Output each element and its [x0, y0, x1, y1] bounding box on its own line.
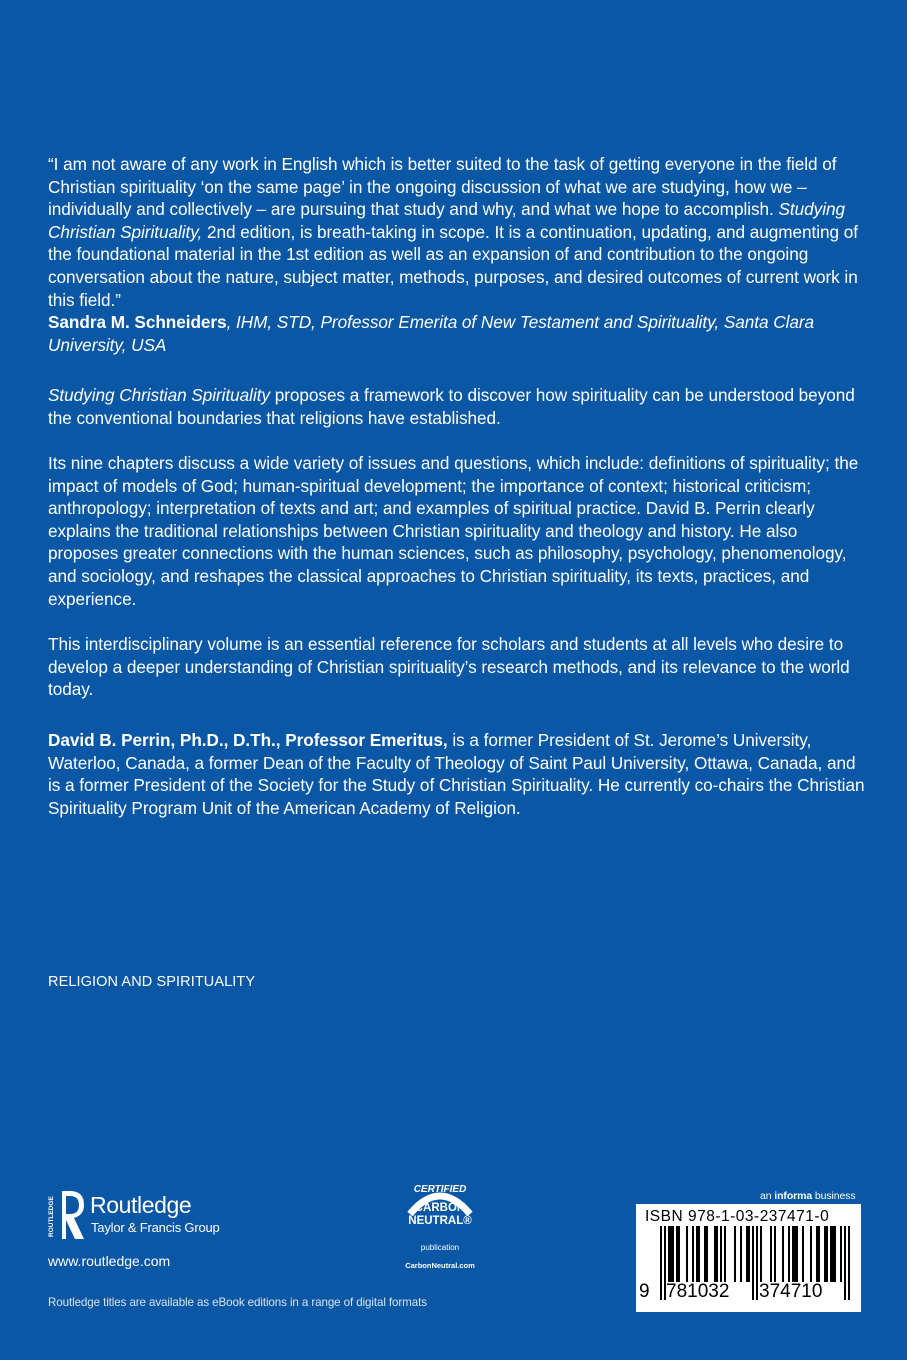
svg-text:CERTIFIED: CERTIFIED [413, 1184, 467, 1195]
barcode-bar [774, 1226, 776, 1282]
description-text: proposes a framework to discover how spirituality can be understood beyond the conventional boundaries that religions have established. [48, 385, 855, 428]
barcode-bar [830, 1226, 832, 1282]
subject-category: RELIGION AND SPIRITUALITY [48, 974, 256, 990]
barcode-bar [848, 1226, 850, 1300]
quote-text: “I am not aware of any work in English which is better suited to the task of getting everyone in the field of Christian spirituality ‘on the same page’ in the ongoing discussion of what we are studying, how we – individually and collectively – are pursuing that study and why, and what we hope to accomplish. [48, 154, 837, 220]
quote-author: Sandra M. Schneiders [48, 312, 227, 333]
svg-text:NEUTRAL®: NEUTRAL® [408, 1215, 472, 1227]
quote-text-continued: 2nd edition, is breath-taking in scope. It is a continuation, updating, and augmenting of the foundational material in the 1st edition as well as an expansion of and contribution to the ongoing conversation about the nature, subject matter, methods, purposes, and desired outcomes of current work in this field.” [48, 221, 858, 310]
barcode-bar [788, 1226, 790, 1282]
barcode-bar [824, 1226, 826, 1282]
barcode-bar [676, 1226, 678, 1282]
publisher-group: Taylor & Francis Group [91, 1220, 220, 1235]
barcode-bar [740, 1226, 742, 1282]
barcode-bar [704, 1226, 706, 1282]
barcode-bar [826, 1226, 828, 1282]
barcode-bar [794, 1226, 796, 1282]
description-text: This interdisciplinary volume is an essential reference for scholars and students at all levels who desire to develop a deeper understanding of Christian spirituality’s research methods, and its relevance to the world today. [48, 634, 850, 700]
barcode-bar [840, 1226, 842, 1282]
description-paragraph-3 [48, 633, 868, 701]
book-title: Studying Christian Spirituality [48, 385, 270, 405]
barcode-bar [678, 1226, 680, 1282]
isbn-barcode [636, 1204, 861, 1312]
barcode-digit-group-2: 374710 [759, 1281, 823, 1302]
description-text: Its nine chapters discuss a wide variety of issues and questions, which include: definitions of spirituality; the impact of models of God; human-spiritual development; the importance of context; historical criticism; anthropology; interpretation of texts and art; and examples of spiritual practice. David B. Perrin clearly explains the traditional relationships between Christian spirituality and theology and history. He also proposes greater connections with the human sciences, such as philosophy, psychology, phenomenology, and sociology, and reshapes the classical approaches to Christian spirituality, its texts, practices, and experience. [48, 453, 859, 609]
publisher-name: Routledge [90, 1192, 192, 1218]
barcode-digit-group-1: 781032 [666, 1281, 730, 1302]
carbon-neutral-badge [390, 1180, 490, 1272]
barcode-digit-first: 9 [639, 1281, 650, 1302]
svg-text:publication: publication [420, 1243, 460, 1252]
author-name: David B. Perrin, Ph.D., D.Th., Professor Emeritus, [48, 730, 448, 750]
barcode-bar [792, 1226, 794, 1282]
barcode-bar [756, 1226, 758, 1300]
barcode-bar [696, 1226, 698, 1282]
quote-book-title: Studying Christian Spirituality, [48, 199, 845, 242]
barcode-bar [760, 1226, 762, 1282]
routledge-logo [48, 1187, 248, 1242]
svg-text:CARBON: CARBON [414, 1202, 466, 1214]
barcode-bar [706, 1226, 708, 1282]
description-paragraph-1 [48, 384, 868, 429]
informa-tagline: an informa business [760, 1190, 856, 1202]
barcode-bar [834, 1226, 836, 1282]
barcode-bar [692, 1226, 694, 1282]
barcode-bar [660, 1226, 662, 1300]
barcode-bar [714, 1226, 716, 1282]
barcode-bar [770, 1226, 772, 1282]
barcode-bar [832, 1226, 834, 1282]
barcode-bar [686, 1226, 688, 1282]
barcode-bar [752, 1226, 754, 1300]
barcode-bar [816, 1226, 818, 1282]
barcode-bar [810, 1226, 812, 1282]
routledge-mark-icon [48, 1187, 88, 1242]
description-paragraph-2 [48, 452, 868, 610]
barcode-bar [796, 1226, 798, 1282]
barcode-bar [748, 1226, 750, 1282]
barcode-bar [716, 1226, 718, 1282]
publisher-website[interactable]: www.routledge.com [48, 1253, 171, 1269]
barcode-bar [672, 1226, 674, 1282]
barcode-bar [746, 1226, 748, 1282]
barcode-bar [668, 1226, 670, 1282]
quote-author-affiliation: , IHM, STD, Professor Emerita of New Testament and Spirituality, Santa Clara University, USA [48, 312, 815, 355]
barcode-bar [698, 1226, 700, 1282]
barcode-bar [844, 1226, 846, 1300]
barcode-bar [734, 1226, 736, 1282]
endorsement-quote [48, 153, 868, 356]
svg-text:ROUTLEDGE: ROUTLEDGE [48, 1196, 55, 1237]
barcode-bar [720, 1226, 722, 1282]
barcode-bar [782, 1226, 784, 1282]
barcode-bar [802, 1226, 804, 1282]
author-bio [48, 729, 868, 819]
barcode-bar [670, 1226, 672, 1282]
ebook-note: Routledge titles are available as eBook editions in a range of digital formats [48, 1296, 427, 1309]
svg-text:CarbonNeutral.com: CarbonNeutral.com [405, 1261, 475, 1270]
barcode-bar [724, 1226, 726, 1282]
isbn-label: ISBN 978-1-03-237471-0 [645, 1208, 830, 1225]
barcode-bar [818, 1226, 820, 1282]
author-bio-text: is a former President of St. Jerome’s University, Waterloo, Canada, a former Dean of the Faculty of Theology of Saint Paul University, Ottawa, Canada, and is a former President of the Society for the Study of Christian Spirituality. He currently co-chairs the Christian Spirituality Program Unit of the American Academy of Religion. [48, 730, 865, 818]
